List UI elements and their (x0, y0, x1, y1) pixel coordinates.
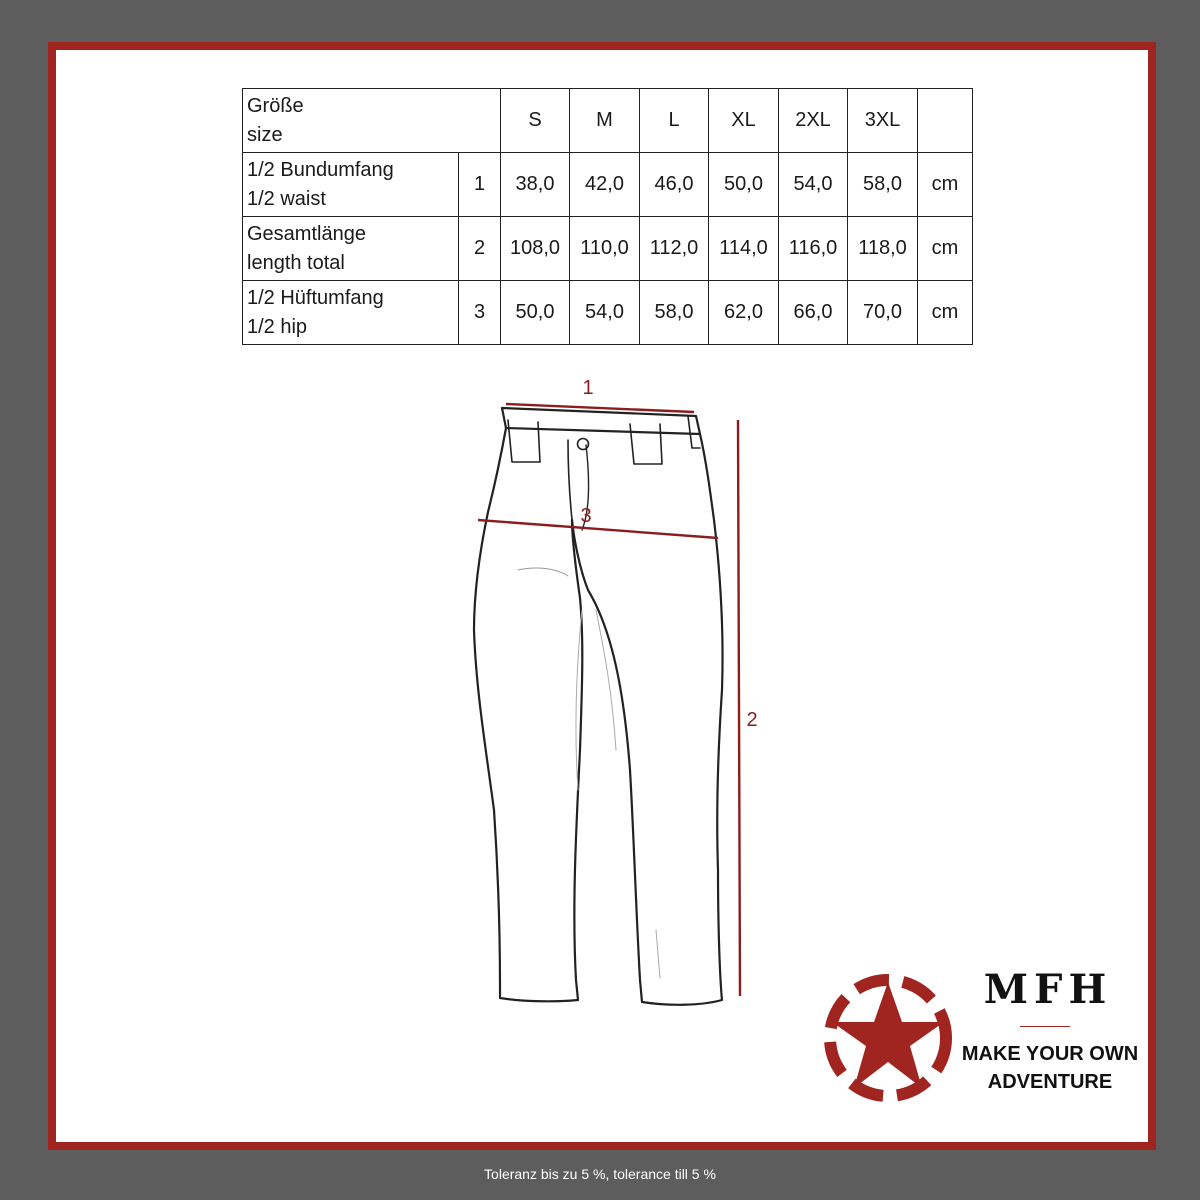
measure-line-length (738, 420, 740, 996)
table-cell: 62,0 (709, 281, 779, 345)
slogan-line-2: ADVENTURE (987, 1071, 1113, 1093)
table-cell: 54,0 (779, 153, 848, 217)
table-cell: 114,0 (709, 217, 779, 281)
pants-outline (474, 408, 723, 1005)
row-label-en: 1/2 waist (247, 187, 326, 210)
table-cell: 46,0 (640, 153, 709, 217)
measure-line-hip (478, 520, 718, 538)
table-cell: 38,0 (501, 153, 570, 217)
table-cell: 66,0 (779, 281, 848, 345)
size-header-2xl: 2XL (779, 89, 848, 153)
row-index: 3 (459, 281, 501, 345)
row-label-de: 1/2 Hüftumfang (247, 286, 384, 309)
brand-divider (1020, 1026, 1070, 1027)
size-header-3xl: 3XL (848, 89, 918, 153)
size-label-en: size (247, 123, 283, 146)
row-label-de: 1/2 Bundumfang (247, 158, 394, 181)
table-cell: 110,0 (570, 217, 640, 281)
unit-cell: cm (918, 217, 973, 281)
table-cell: 58,0 (848, 153, 918, 217)
slogan-line-1: MAKE YOUR OWN (961, 1043, 1139, 1065)
size-label-de: Größe (247, 94, 304, 117)
row-label-en: length total (247, 251, 345, 274)
row-index: 2 (459, 217, 501, 281)
table-cell: 118,0 (848, 217, 918, 281)
table-cell: 54,0 (570, 281, 640, 345)
size-header-m: M (570, 89, 640, 153)
brand-name: MFH (983, 966, 1113, 1013)
table-cell: 58,0 (640, 281, 709, 345)
row-index: 1 (459, 153, 501, 217)
unit-cell: cm (918, 281, 973, 345)
chart-frame (48, 42, 1156, 1150)
tolerance-footer: Toleranz bis zu 5 %, tolerance till 5 % (484, 1166, 716, 1182)
table-cell: 50,0 (709, 153, 779, 217)
table-cell: 50,0 (501, 281, 570, 345)
table-cell: 116,0 (779, 217, 848, 281)
size-header-s: S (501, 89, 570, 153)
size-header-l: L (640, 89, 709, 153)
table-cell: 112,0 (640, 217, 709, 281)
measure-label-1: 1 (582, 377, 594, 399)
measure-label-2: 2 (746, 709, 758, 731)
row-label-en: 1/2 hip (247, 315, 308, 338)
row-label-de: Gesamtlänge (247, 222, 366, 245)
mfh-logo (818, 958, 1138, 1118)
measure-label-3: 3 (580, 505, 592, 527)
size-header-xl: XL (709, 89, 779, 153)
table-cell: 42,0 (570, 153, 640, 217)
table-cell: 70,0 (848, 281, 918, 345)
table-cell: 108,0 (501, 217, 570, 281)
slogan (930, 1040, 1170, 1096)
unit-cell: cm (918, 153, 973, 217)
